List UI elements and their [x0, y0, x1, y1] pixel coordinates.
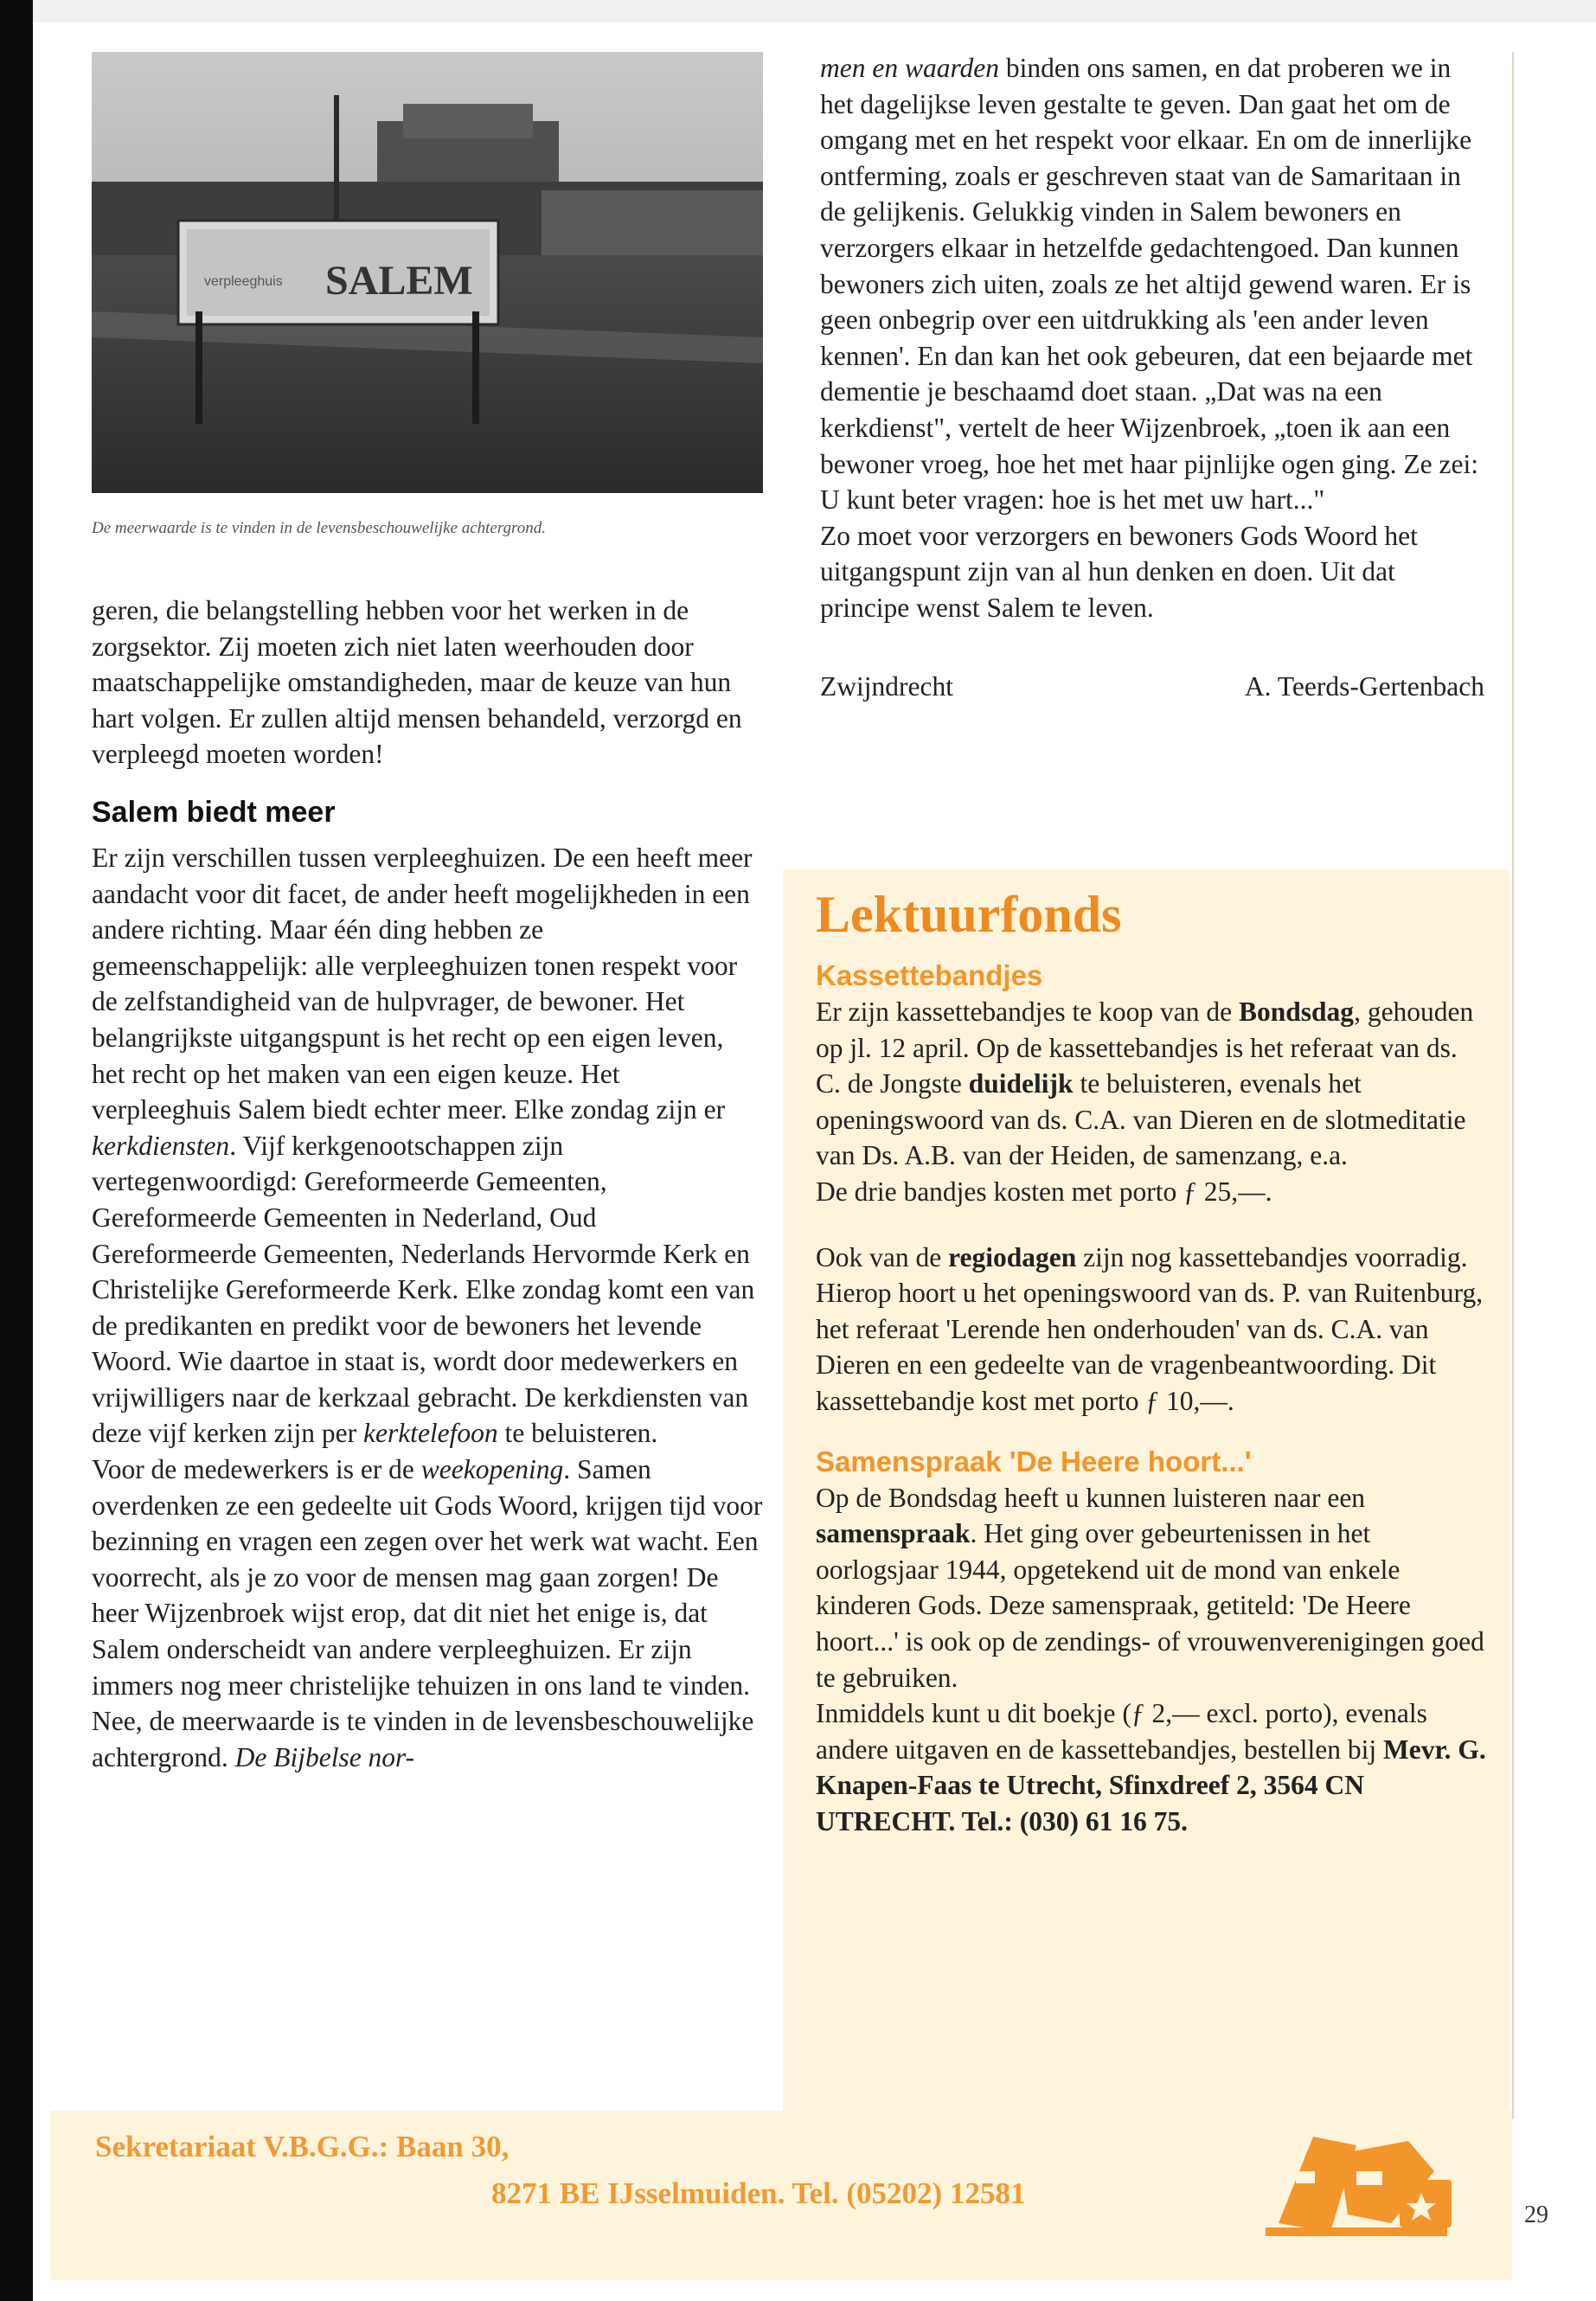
- footer-line-2: 8271 BE IJsselmuiden. Tel. (05202) 12581: [491, 2176, 1026, 2210]
- lektuurfonds-panel: [783, 869, 1509, 2115]
- photo-graphic: [92, 52, 763, 493]
- kassettebandjes-price: De drie bandjes kosten met porto ƒ 25,—.: [816, 1176, 1272, 1207]
- kassettebandjes-paragraph: Er zijn kassettebandjes te koop van de Bondsdag, gehouden op jl. 12 april. Op de kassettebandjes is het referaat van ds. C. de Jongste duidelijk te beluisteren, evenals het openingswoord van ds. C.A. van Dieren en de slotmeditatie van Ds. A.B. van der Heiden, de samenzang, e.a.: [816, 997, 1474, 1171]
- page-top-shade: [33, 0, 1596, 22]
- emphasis-kerktelefoon: kerktelefoon: [362, 1418, 498, 1449]
- samenspraak-paragraph: Op de Bondsdag heeft u kunnen luisteren naar een samenspraak. Het ging over gebeurtenissen in het oorlogsjaar 1944, opgetekend uit de mond van enkele kinderen Gods. Deze samenspraak, getiteld: 'De Heere hoort...' is ook op de zendings- of vrouwenverenigingen goed te gebruiken.: [816, 1482, 1484, 1693]
- emphasis-normen: men en waarden: [820, 53, 1000, 83]
- paragraph-continued: men en waarden binden ons samen, en dat proberen we in het dagelijkse leven gestalte te geven. Dan gaat het om de omgang met en het respekt voor elkaar. En om de innerlijke ontferming, zoals er geschreven staat van de Samaritaan in de gelijkenis. Gelukkig vinden in Salem bewoners en verzorgers elkaar in hetzelfde gedachtengoed. Dan kunnen bewoners zich uiten, zoals ze het altijd gewend waren. Er is geen onbegrip over een uitdrukking als 'een ander leven kennen'. En dan kan het ook gebeuren, dat een bejaarde met dementie je beschaamd doet staan. „Dat was na een kerkdienst", vertelt de heer Wijzenbroek, „toen ik aan een bewoner vroeg, hoe het met haar pijnlijke ogen ging. Ze zei: U kunt beter vragen: hoe is het met uw hart...": [820, 53, 1478, 516]
- vbgg-logo-icon: [1261, 2119, 1469, 2249]
- article-signature: [820, 671, 1484, 702]
- intro-paragraph: geren, die belangstelling hebben voor het werken in de zorgsektor. Zij moeten zich niet laten weerhouden door maatschappelijke omstandigheden, maar de keuze van hun hart volgen. Er zullen altijd mensen behandeld, verzorgd en verpleegd moeten worden!: [92, 595, 742, 770]
- order-address: Mevr. G. Knapen-Faas te Utrecht, Sfinxdreef 2, 3564 CN UTRECHT. Tel.: (030) 61 16 75.: [816, 1734, 1486, 1836]
- paragraph-salem-1: Er zijn verschillen tussen verpleeghuizen. De een heeft meer aandacht voor dit facet, de ander heeft mogelijkheden in een andere richting. Maar één ding hebben ze gemeenschappelijk: alle verpleeghuizen tonen respekt voor de zelfstandigheid van de hulpvrager, de bewoner. Het belangrijkste uitgangspunt is het recht op een eigen leven, het recht op het maken van een eigen keuze. Het verpleeghuis Salem biedt echter meer. Elke zondag zijn er kerkdiensten. Vijf kerkgenootschappen zijn vertegenwoordigd: Gereformeerde Gemeenten, Gereformeerde Gemeenten in Nederland, Oud Gereformeerde Gemeenten, Nederlands Hervormde Kerk en Christelijke Gereformeerde Kerk. Elke zondag komt een van de predikanten en predikt voor de bewoners het levende Woord. Wie daartoe in staat is, wordt door medewerkers en vrijwilligers naar de kerkzaal gebracht. De kerkdiensten van deze vijf kerken zijn per kerktelefoon te beluisteren.: [92, 842, 755, 1449]
- page-number: 29: [1524, 2202, 1548, 2228]
- salem-building-photo: [92, 52, 763, 493]
- paragraph-salem-2: Voor de medewerkers is er de weekopening. Samen overdenken ze een gedeelte uit Gods Woord, krijgen tijd voor bezinning en vragen een zegen over het werk wat wacht. Een voorrecht, als je zo voor de mensen mag gaan zorgen! De heer Wijzenbroek wijst erop, dat dit niet het enige is, dat Salem onderscheidt van andere verpleeghuizen. Er zijn immers nog meer christelijke tehuizen in ons land te vinden. Nee, de meerwaarde is te vinden in de levensbeschouwelijke achtergrond. De Bijbelse nor-: [92, 1454, 763, 1772]
- kassettebandjes-heading: Kassettebandjes: [816, 959, 1043, 991]
- photo-caption: De meerwaarde is te vinden in de levensbeschouwelijke achtergrond.: [92, 519, 546, 537]
- emphasis-kerkdiensten: kerkdiensten: [92, 1130, 230, 1161]
- section-heading: Salem biedt meer: [92, 795, 336, 829]
- emphasis-bijbelse: De Bijbelse nor-: [234, 1741, 415, 1772]
- order-paragraph: Inmiddels kunt u dit boekje (ƒ 2,— excl. porto), evenals andere uitgaven en de kassettebandjes, bestellen bij Mevr. G. Knapen-Faas te Utrecht, Sfinxdreef 2, 3564 CN UTRECHT. Tel.: (030) 61 16 75.: [816, 1698, 1486, 1836]
- paragraph-closing: Zo moet voor verzorgers en bewoners Gods Woord het uitgangspunt zijn van al hun denken en doen. Uit dat principe wenst Salem te leven.: [820, 520, 1418, 623]
- secretariat-footer: [50, 2111, 1512, 2280]
- footer-line-1: Sekretariaat V.B.G.G.: Baan 30,: [95, 2130, 510, 2163]
- samenspraak-heading: Samenspraak 'De Heere hoort...': [816, 1445, 1252, 1477]
- signature-author: A. Teerds-Gertenbach: [1244, 670, 1484, 702]
- right-column: [820, 50, 1484, 702]
- sign-large-text: SALEM: [325, 258, 473, 304]
- signature-place: Zwijndrecht: [820, 670, 953, 702]
- regiodagen-paragraph: Ook van de regiodagen zijn nog kassettebandjes voorradig. Hierop hoort u het openingswoord van ds. P. van Ruitenburg, het referaat 'Lerende hen onderhouden' van ds. C.A. van Dieren en een gedeelte van de vragenbeantwoording. Dit kassettebandje kost met porto ƒ 10,—.: [816, 1241, 1484, 1416]
- column-rule: [1512, 52, 1514, 2119]
- left-column: [92, 52, 763, 1775]
- sign-small-text: verpleeghuis: [204, 274, 283, 289]
- emphasis-weekopening: weekopening: [420, 1454, 564, 1485]
- scan-edge: [0, 0, 33, 2301]
- lektuurfonds-title: Lektuurfonds: [816, 886, 1122, 943]
